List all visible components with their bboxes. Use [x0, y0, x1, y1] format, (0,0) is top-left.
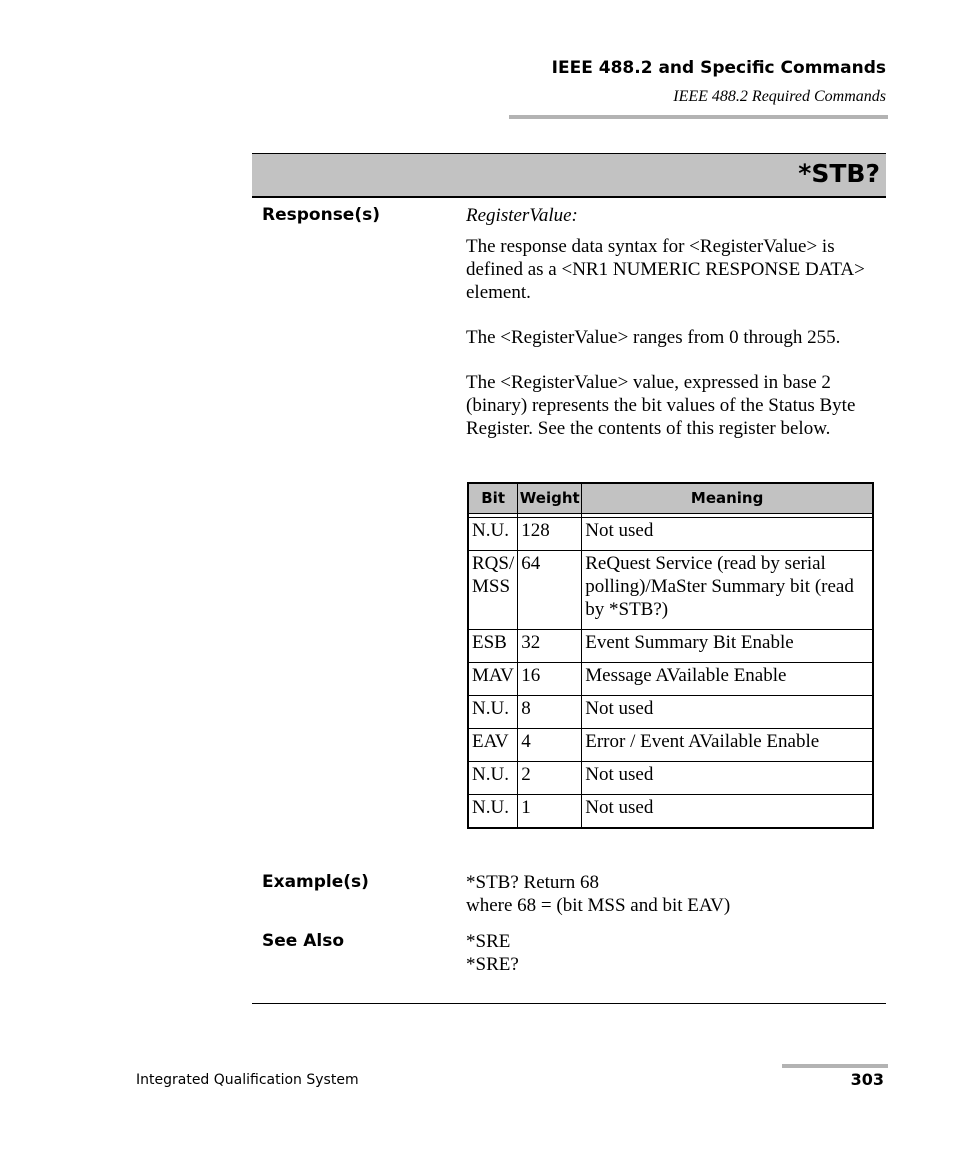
table-row	[468, 795, 873, 829]
chapter-title: IEEE 488.2 and Specific Commands	[551, 58, 886, 78]
responses-label: Response(s)	[262, 205, 380, 225]
table-row	[468, 663, 873, 696]
footer-rule	[782, 1064, 888, 1068]
cell-bit: N.U.	[468, 795, 518, 829]
cell-bit: N.U.	[468, 518, 518, 551]
example-line: *STB? Return 68	[466, 872, 599, 893]
section-title: IEEE 488.2 Required Commands	[673, 88, 886, 105]
table-row	[468, 518, 873, 551]
param-name: RegisterValue:	[466, 205, 578, 226]
cell-weight: 32	[518, 630, 582, 663]
command-name: *STB?	[798, 159, 880, 188]
cell-meaning: Message AVailable Enable	[582, 663, 873, 696]
cell-meaning: ReQuest Service (read by serial polling)/MaSter Summary bit (read by *STB?)	[582, 551, 873, 630]
cell-meaning: Not used	[582, 518, 873, 551]
response-paragraph: The <RegisterValue> value, expressed in base 2 (binary) represents the bit values of the Status Byte Register. See the contents of this register below.	[466, 372, 856, 439]
cell-bit: N.U.	[468, 696, 518, 729]
header-weight: Weight	[518, 483, 582, 514]
status-byte-register-table	[467, 482, 874, 829]
see-also-item: *SRE	[466, 931, 511, 952]
table-row	[468, 729, 873, 762]
command-title-bar	[252, 153, 886, 198]
cell-weight: 64	[518, 551, 582, 630]
see-also-body	[466, 930, 886, 976]
table-row	[468, 551, 873, 630]
table-header-row	[468, 483, 873, 514]
cell-weight: 1	[518, 795, 582, 829]
response-paragraph: The <RegisterValue> ranges from 0 through 255.	[466, 327, 841, 348]
page-number: 303	[850, 1070, 884, 1089]
cell-meaning: Not used	[582, 696, 873, 729]
footer-product: Integrated Qualification System	[136, 1072, 359, 1088]
cell-weight: 16	[518, 663, 582, 696]
see-also-item: *SRE?	[466, 954, 519, 975]
cell-bit: N.U.	[468, 762, 518, 795]
responses-body	[466, 204, 886, 440]
section-end-rule	[252, 1003, 886, 1004]
cell-weight: 2	[518, 762, 582, 795]
cell-bit: EAV	[468, 729, 518, 762]
cell-meaning: Not used	[582, 795, 873, 829]
cell-bit: ESB	[468, 630, 518, 663]
table-row	[468, 696, 873, 729]
see-also-label: See Also	[262, 931, 345, 951]
cell-meaning: Event Summary Bit Enable	[582, 630, 873, 663]
cell-bit: MAV	[468, 663, 518, 696]
cell-weight: 8	[518, 696, 582, 729]
header-bit: Bit	[468, 483, 518, 514]
examples-label: Example(s)	[262, 872, 369, 892]
cell-meaning: Error / Event AVailable Enable	[582, 729, 873, 762]
table-row	[468, 630, 873, 663]
cell-meaning: Not used	[582, 762, 873, 795]
response-paragraph: The response data syntax for <RegisterValue> is defined as a <NR1 NUMERIC RESPONSE DATA> element.	[466, 236, 865, 303]
examples-body	[466, 871, 886, 917]
example-line: where 68 = (bit MSS and bit EAV)	[466, 895, 731, 916]
header-meaning: Meaning	[582, 483, 873, 514]
header-rule	[509, 115, 888, 119]
cell-bit: RQS/ MSS	[468, 551, 518, 630]
cell-weight: 128	[518, 518, 582, 551]
cell-weight: 4	[518, 729, 582, 762]
table-row	[468, 762, 873, 795]
